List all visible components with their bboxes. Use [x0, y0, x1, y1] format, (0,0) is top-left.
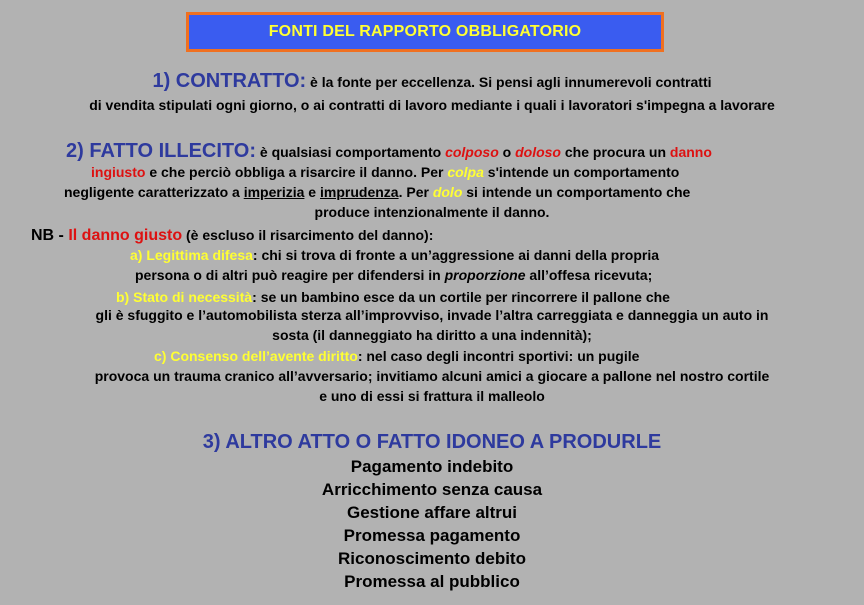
nb-a-text-2a: persona o di altri può reagire per difendersi in — [135, 267, 445, 283]
nb-b-line-1 — [116, 288, 670, 306]
nb-line — [31, 225, 433, 246]
contratto-line-2 — [0, 96, 864, 114]
contratto-heading: 1) CONTRATTO — [152, 70, 300, 92]
nb-b-text-1: : se un bambino esce da un cortile per rincorrere il pallone che — [252, 289, 670, 305]
term-danno: danno — [669, 144, 712, 160]
list-item: Arricchimento senza causa — [321, 480, 543, 499]
list-item: Gestione affare altrui — [346, 503, 518, 522]
illecito-text-1c: che procura un — [560, 144, 670, 160]
nb-c-label: c) Consenso dell’avente diritto — [154, 348, 358, 364]
nb-b-label: b) Stato di necessità — [116, 289, 253, 305]
term-colpa: colpa — [447, 164, 484, 180]
nb-danno-giusto: Il danno giusto — [68, 227, 183, 244]
term-dolo: dolo — [432, 184, 463, 200]
nb-c-line-3 — [0, 387, 864, 405]
nb-a-line-2 — [135, 266, 652, 284]
illecito-line-3 — [64, 183, 690, 201]
illecito-text-2b: s'intende un comportamento — [483, 164, 680, 180]
illecito-text-1a: è qualsiasi comportamento — [256, 144, 446, 160]
illecito-text-4: produce intenzionalmente il danno. — [314, 204, 550, 220]
nb-c-line-1 — [154, 347, 639, 365]
contratto-text-2: di vendita stipulati ogni giorno, o ai contratti di lavoro mediante i quali i lavoratori s'impegna a lavorare — [89, 97, 775, 113]
nb-a-line-1 — [130, 246, 659, 264]
list-item: Riconoscimento debito — [338, 549, 526, 568]
nb-a-label: a) Legittima difesa — [130, 247, 253, 263]
illecito-line-4 — [0, 203, 864, 221]
term-ingiusto: ingiusto — [91, 164, 146, 180]
nb-prefix: NB - — [31, 227, 69, 244]
altro-heading: 3) ALTRO ATTO O FATTO IDONEO A PRODURLE — [202, 431, 662, 453]
illecito-text-1b: o — [498, 144, 516, 160]
term-proporzione: proporzione — [444, 267, 526, 283]
illecito-colon: : — [249, 140, 257, 162]
illecito-line-1 — [66, 140, 712, 163]
nb-a-text-2b: all’offesa ricevuta; — [525, 267, 653, 283]
illecito-text-3b: e — [304, 184, 320, 200]
nb-a-text-1: : chi si trova di fronte a un’aggressione ai danni della propria — [252, 247, 660, 263]
altro-heading-line — [0, 430, 864, 455]
contratto-colon: : — [299, 70, 307, 92]
nb-b-line-3 — [0, 326, 864, 344]
term-colposo: colposo — [445, 144, 499, 160]
nb-c-line-2 — [0, 367, 864, 385]
nb-suffix: (è escluso il risarcimento del danno): — [182, 227, 434, 243]
illecito-text-3a: negligente caratterizzato a — [64, 184, 244, 200]
illecito-line-2 — [91, 163, 679, 181]
list-item: Promessa pagamento — [343, 526, 521, 545]
illecito-text-3d: si intende un comportamento che — [462, 184, 691, 200]
nb-c-text-2: provoca un trauma cranico all’avversario; invitiamo alcuni amici a giocare a pallone nel nostro cortile — [94, 368, 770, 384]
page-title: FONTI DEL RAPPORTO OBBLIGATORIO — [268, 23, 582, 40]
term-imperizia: imperizia — [243, 184, 305, 200]
nb-b-text-3: sosta (il danneggiato ha diritto a una indennità); — [272, 327, 592, 343]
contratto-text-1: è la fonte per eccellenza. Si pensi agli innumerevoli contratti — [306, 74, 712, 90]
title-box — [186, 12, 664, 52]
nb-b-line-2 — [0, 306, 864, 324]
contratto-line-1 — [0, 70, 864, 93]
list-item: Promessa al pubblico — [344, 572, 520, 591]
nb-c-text-1: : nel caso degli incontri sportivi: un pugile — [357, 348, 640, 364]
illecito-heading: 2) FATTO ILLECITO — [66, 140, 250, 162]
illecito-text-2a: e che perciò obbliga a risarcire il danno. Per — [145, 164, 448, 180]
nb-c-text-3: e uno di essi si frattura il malleolo — [319, 388, 545, 404]
term-doloso: doloso — [515, 144, 561, 160]
term-imprudenza: imprudenza — [320, 184, 399, 200]
list-item: Pagamento indebito — [350, 457, 514, 476]
nb-b-text-2: gli è sfuggito e l’automobilista sterza all’improvviso, invade l’altra carreggiata e danneggia un auto in — [95, 307, 769, 323]
illecito-text-3c: . Per — [398, 184, 433, 200]
